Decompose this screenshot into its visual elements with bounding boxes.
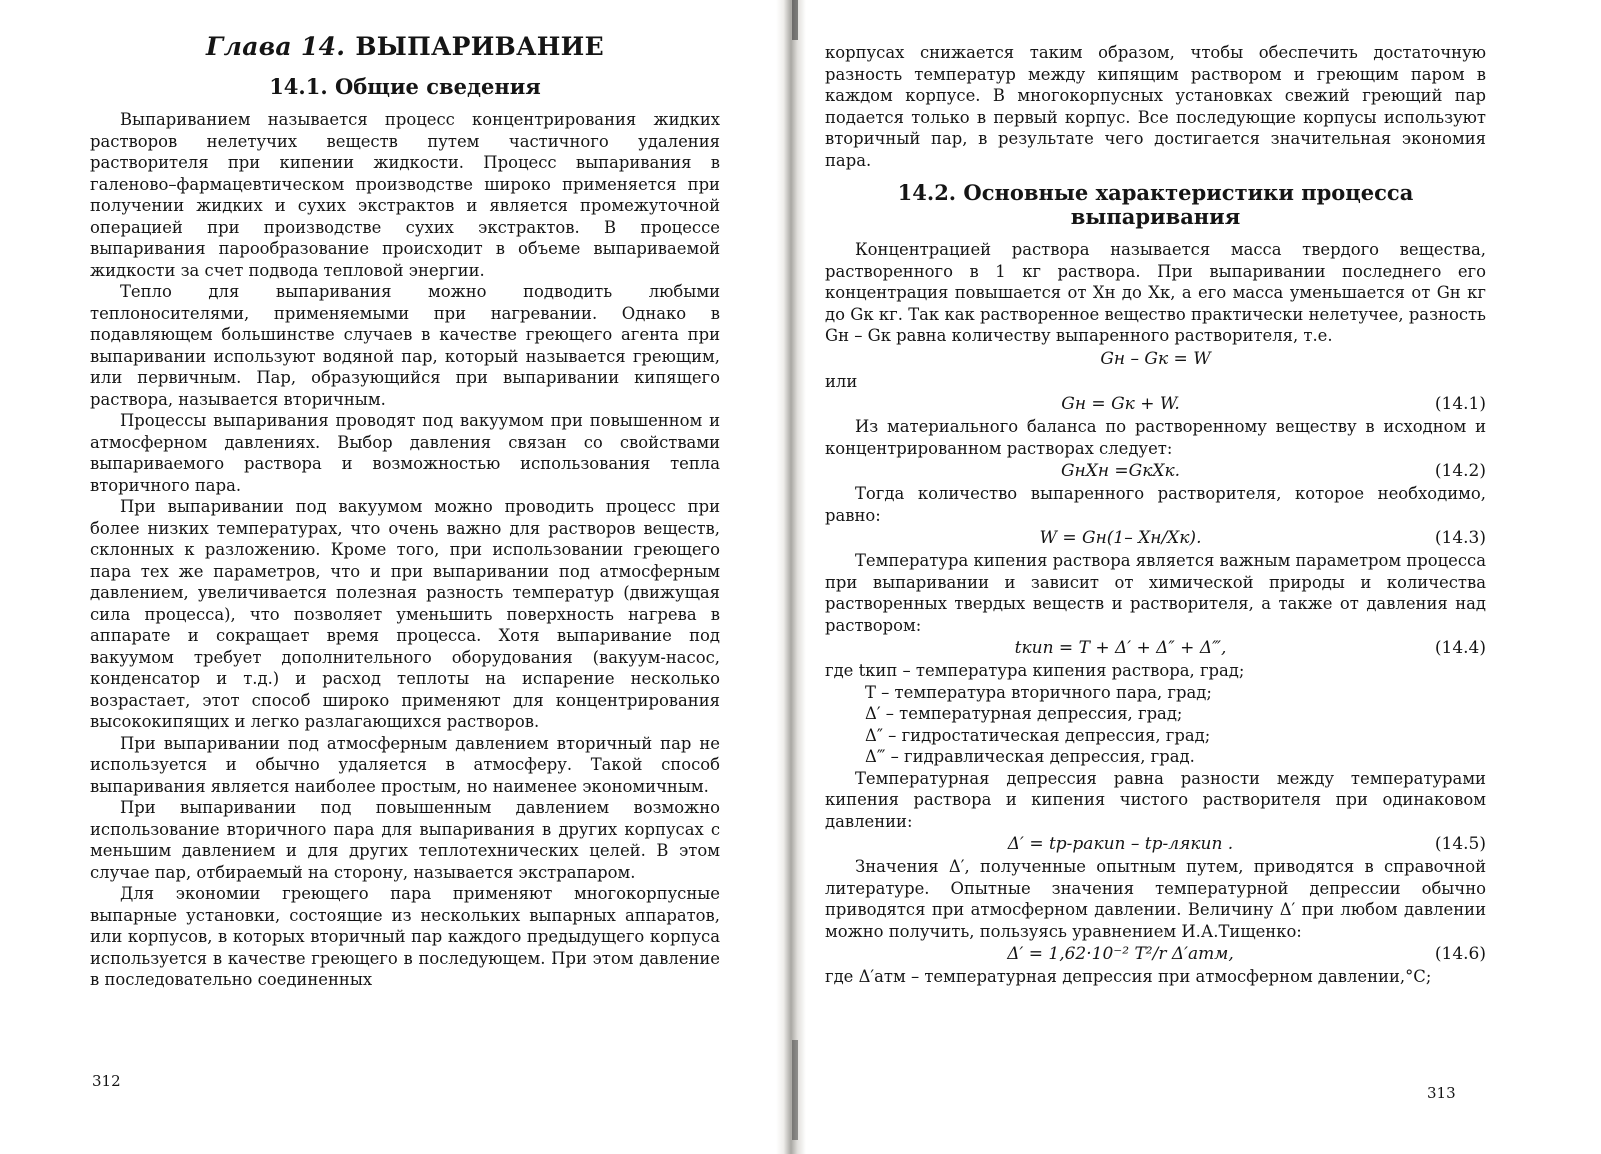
- paragraph: Выпариванием называется процесс концентрирования жидких растворов нелетучих веществ путем частичного удаления растворителя при кипении жидкости. Процесс выпаривания в галеново–фармацевтическом производстве широко применяется при получении жидких и сухих экстрактов и является промежуточной операцией при производстве сухих экстрактов. В процессе выпаривания парообразование происходит в объеме выпариваемой жидкости за счет подвода тепловой энергии.: [90, 110, 720, 280]
- formula-expression: Gн – Gк = W: [1100, 348, 1211, 369]
- legend-line: где tкип – температура кипения раствора, град;: [825, 661, 1245, 680]
- right-page: [795, 0, 1601, 1154]
- formula-14-3: [825, 526, 1486, 550]
- page-number: 313: [1427, 1084, 1456, 1102]
- formula-number: (14.1): [1434, 394, 1486, 414]
- formula-14-2: [825, 459, 1486, 483]
- formula-expression: GнXн =GкXк.: [1060, 461, 1181, 481]
- paragraph: Концентрацией раствора называется масса твердого вещества, растворенного в 1 кг раствора. При выпаривании последнего его концентрация повышается от Xн до Xк, а его масса уменьшается от Gн кг до Gк кг. Так как растворенное вещество практически нелетучее, разность Gн – Gк равна количеству выпаренного растворителя, т.е.: [825, 240, 1486, 345]
- formula-14-1: [825, 392, 1486, 416]
- formula-expression: W = Gн(1– Xн/Xк).: [1039, 528, 1202, 548]
- formula: [825, 347, 1486, 371]
- left-page: [0, 0, 780, 1154]
- formula-number: (14.6): [1434, 944, 1486, 964]
- page-number: 312: [92, 1072, 121, 1090]
- paragraph: Тогда количество выпаренного растворителя, которое необходимо, равно:: [825, 484, 1486, 525]
- legend-line: Δ″ – гидростатическая депрессия, град;: [865, 725, 1211, 745]
- variable-legend: [825, 660, 1486, 768]
- chapter-label: Глава 14.: [206, 32, 346, 61]
- paragraph: Значения Δ′, полученные опытным путем, приводятся в справочной литературе. Опытные значения температурной депрессии обычно приводятся при атмосферном давлении. Величину Δ′ при любом давлении можно получить, пользуясь уравнением И.А.Тищенко:: [825, 857, 1486, 941]
- formula-number: (14.5): [1434, 834, 1486, 854]
- legend-line: T – температура вторичного пара, град;: [865, 682, 1212, 702]
- section-title: 14.1. Общие сведения: [269, 74, 541, 99]
- paragraph: Из материального баланса по растворенному веществу в исходном и концентрированном растворах следует:: [825, 417, 1486, 458]
- formula-14-5: [825, 832, 1486, 856]
- chapter-heading: [90, 32, 720, 61]
- chapter-title: ВЫПАРИВАНИЕ: [355, 32, 604, 61]
- section-title: 14.2. Основные характеристики процесса выпаривания: [897, 180, 1414, 229]
- paragraph: Температура кипения раствора является важным параметром процесса при выпаривании и зависит от химической природы и количества растворенных твердых веществ и растворителя, а также от давления над раствором:: [825, 551, 1487, 635]
- formula-number: (14.3): [1434, 528, 1486, 548]
- connector-text: или: [825, 371, 858, 391]
- paragraph: Процессы выпаривания проводят под вакуумом при повышенном и атмосферном давлениях. Выбор давления связан со свойствами выпариваемого раствора и возможностью использования тепла вторичного пара.: [90, 411, 720, 495]
- paragraph: При выпаривании под повышенным давлением возможно использование вторичного пара для выпаривания в других корпусах с меньшим давлением и для других теплотехнических целей. В этом случае пар, отбираемый на сторону, называется экстрапаром.: [90, 798, 720, 882]
- formula-number: (14.2): [1434, 461, 1486, 481]
- paragraph-continuation: корпусах снижается таким образом, чтобы обеспечить достаточную разность температур между кипящим раствором и греющим паром в каждом корпусе. В многокорпусных установках свежий греющий пар подается только в первый корпус. Все последующие корпусы используют вторичный пар, в результате чего достигается значительная экономия пара.: [825, 43, 1486, 170]
- legend-line: Δ′ – температурная депрессия, град;: [865, 704, 1183, 723]
- formula-expression: Gн = Gк + W.: [1061, 394, 1180, 414]
- paragraph: Температурная депрессия равна разности между температурами кипения раствора и кипения чистого растворителя при одинаковом давлении:: [825, 768, 1486, 831]
- paragraph: Тепло для выпаривания можно подводить любыми теплоносителями, применяемыми при нагревании. Однако в подавляющем большинстве случаев в качестве греющего агента при выпаривании используют водяной пар, который называется греющим, или первичным. Пар, образующийся при выпаривании кипящего раствора, называется вторичным.: [90, 282, 720, 409]
- formula-number: (14.4): [1434, 638, 1486, 658]
- formula-expression: Δ′ = 1,62·10⁻² T²/r Δ′атм,: [1007, 944, 1234, 964]
- formula-14-4: [825, 636, 1486, 660]
- formula-14-6: [825, 942, 1486, 966]
- legend-line: Δ‴ – гидравлическая депрессия, град.: [865, 747, 1195, 766]
- paragraph: При выпаривании под атмосферным давлением вторичный пар не используется и обычно удаляется в атмосферу. Такой способ выпаривания является наиболее простым, но наименее экономичным.: [90, 733, 720, 796]
- formula-expression: tкип = T + Δ′ + Δ″ + Δ‴,: [1014, 638, 1227, 658]
- paragraph: При выпаривании под вакуумом можно проводить процесс при более низких температурах, что очень важно для растворов веществ, склонных к разложению. Кроме того, при использовании греющего пара тех же параметров, что и при выпаривании под атмосферным давлением, увеличивается полезная разность температур (движущая сила процесса), что позволяет уменьшить поверхность нагрева в аппарате и сокращает время процесса. Хотя выпаривание под вакуумом требует дополнительного оборудования (вакуум-насос, конденсатор и т.д.) и расход теплоты на испарение несколько возрастает, этот способ широко применяют для концентрирования высококипящих и легко разлагающихся растворов.: [90, 497, 720, 731]
- formula-expression: Δ′ = tр-ракип – tр-лякип .: [1007, 834, 1234, 854]
- paragraph: где Δ′атм – температурная депрессия при атмосферном давлении,°С;: [825, 967, 1432, 986]
- paragraph: Для экономии греющего пара применяют многокорпусные выпарные установки, состоящие из нескольких выпарных аппаратов, или корпусов, в которых вторичный пар каждого предыдущего корпуса используется в качестве греющего в последующем. При этом давление в последовательно соединенных: [90, 884, 720, 989]
